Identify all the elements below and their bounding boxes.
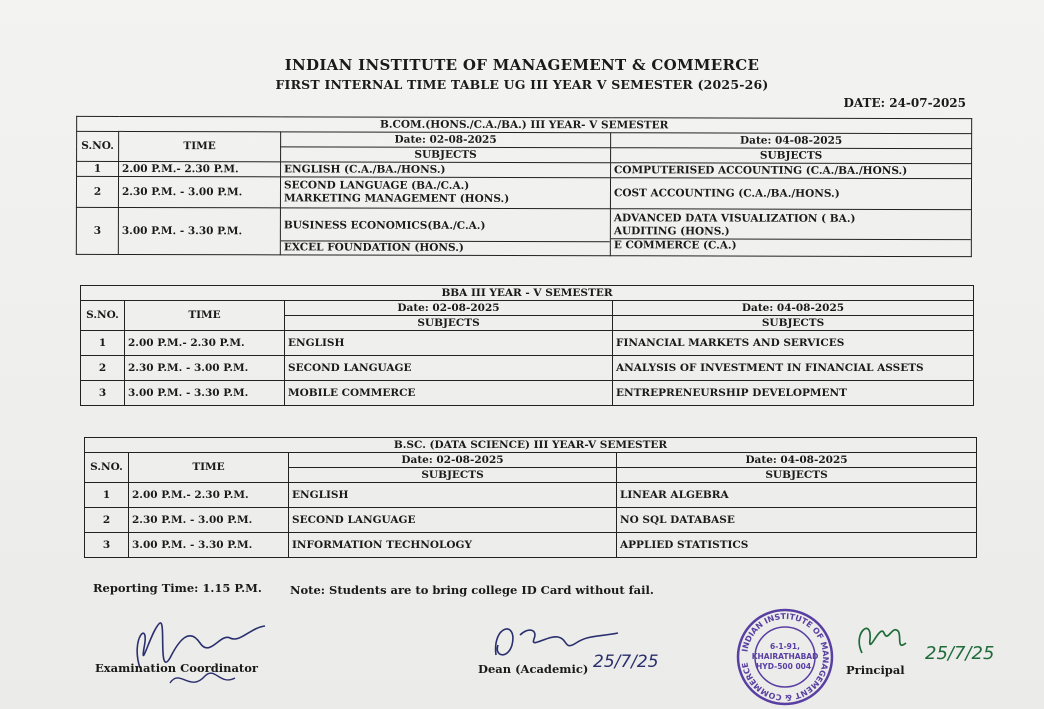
date1-header: Date: 02-08-2025 — [289, 453, 617, 468]
subjects-header: SUBJECTS — [613, 316, 974, 331]
dean-label: Dean (Academic) — [478, 662, 589, 676]
subject-cell — [280, 177, 610, 209]
subject-cell: ANALYSIS OF INVESTMENT IN FINANCIAL ASSETS — [613, 356, 974, 381]
table-title: B.SC. (DATA SCIENCE) III YEAR-V SEMESTER — [85, 438, 977, 453]
sno-cell: 1 — [85, 483, 129, 508]
stamp-line: KHAIRATHABAD — [751, 652, 819, 661]
stamp-ring-text: INDIAN INSTITUTE OF MANAGEMENT & COMMERCE — [740, 611, 831, 703]
timetable-subtitle: FIRST INTERNAL TIME TABLE UG III YEAR V SEMESTER (2025-26) — [275, 77, 769, 92]
subject-line: E COMMERCE (C.A.) — [611, 238, 971, 253]
time-cell: 2.00 P.M.- 2.30 P.M. — [119, 161, 281, 176]
sno-header: S.NO. — [85, 453, 129, 483]
stamp-line: HYD-500 004. — [756, 662, 814, 671]
time-cell: 2.00 P.M.- 2.30 P.M. — [129, 483, 289, 508]
subject-cell: NO SQL DATABASE — [617, 508, 977, 533]
time-cell: 2.30 P.M. - 3.00 P.M. — [125, 356, 285, 381]
date1-header: Date: 02-08-2025 — [281, 132, 611, 148]
date2-header: Date: 04-08-2025 — [613, 301, 974, 316]
table-row — [81, 381, 974, 406]
subject-line: ADVANCED DATA VISUALIZATION ( BA.) — [613, 212, 856, 225]
time-cell: 3.00 P.M. - 3.30 P.M. — [129, 533, 289, 558]
subject-cell: APPLIED STATISTICS — [617, 533, 977, 558]
principal-signature-date: 25/7/25 — [925, 643, 995, 664]
table-row — [76, 176, 971, 209]
subject-line: AUDITING (HONS.) — [613, 225, 730, 238]
sno-cell: 2 — [85, 508, 129, 533]
subject-line: SECOND LANGUAGE (BA./C.A.) — [283, 179, 470, 192]
time-header: TIME — [129, 453, 289, 483]
subject-cell: FINANCIAL MARKETS AND SERVICES — [613, 331, 974, 356]
subjects-header: SUBJECTS — [281, 147, 611, 163]
principal-label: Principal — [846, 663, 905, 677]
subjects-header: SUBJECTS — [617, 468, 977, 483]
sno-cell: 2 — [81, 356, 125, 381]
date2-header: Date: 04-08-2025 — [617, 453, 977, 468]
time-header: TIME — [119, 131, 281, 161]
sno-cell: 3 — [76, 207, 118, 254]
subject-line: MARKETING MANAGEMENT (HONS.) — [283, 192, 510, 205]
bsc-timetable — [84, 437, 977, 558]
sno-cell: 2 — [76, 176, 118, 207]
table-row — [85, 533, 977, 558]
dean-signature-date: 25/7/25 — [593, 652, 659, 672]
subject-cell: COMPUTERISED ACCOUNTING (C.A./BA./HONS.) — [611, 163, 972, 179]
date2-header: Date: 04-08-2025 — [611, 133, 972, 149]
sno-header: S.NO. — [81, 301, 125, 331]
subjects-header: SUBJECTS — [285, 316, 613, 331]
subject-cell: COST ACCOUNTING (C.A./BA./HONS.) — [610, 178, 971, 210]
subject-cell — [280, 208, 610, 256]
time-cell: 3.00 P.M. - 3.30 P.M. — [118, 207, 280, 254]
subject-cell: ENGLISH — [289, 483, 617, 508]
table-row — [81, 331, 974, 356]
issue-date: DATE: 24-07-2025 — [843, 96, 966, 110]
time-header: TIME — [125, 301, 285, 331]
subject-cell: INFORMATION TECHNOLOGY — [289, 533, 617, 558]
subject-line: EXCEL FOUNDATION (HONS.) — [281, 240, 610, 255]
sno-header: S.NO. — [77, 131, 119, 161]
subjects-header: SUBJECTS — [289, 468, 617, 483]
reporting-time: Reporting Time: 1.15 P.M. — [93, 581, 262, 595]
time-cell: 2.00 P.M.- 2.30 P.M. — [125, 331, 285, 356]
table-row — [85, 483, 977, 508]
institute-title: INDIAN INSTITUTE OF MANAGEMENT & COMMERCE — [284, 56, 760, 74]
table-title: B.COM.(HONS./C.A./BA.) III YEAR- V SEMESTER — [77, 116, 972, 133]
examination-coordinator-label: Examination Coordinator — [95, 661, 258, 675]
table-title: BBA III YEAR - V SEMESTER — [81, 286, 974, 301]
principal-signature — [850, 613, 910, 663]
subject-cell: MOBILE COMMERCE — [285, 381, 613, 406]
sno-cell: 1 — [77, 161, 119, 176]
table-row — [76, 207, 971, 256]
subject-cell: ENTREPRENEURSHIP DEVELOPMENT — [613, 381, 974, 406]
subject-cell: ENGLISH (C.A./BA./HONS.) — [281, 162, 611, 178]
table-row — [85, 508, 977, 533]
subject-cell: SECOND LANGUAGE — [289, 508, 617, 533]
subjects-header: SUBJECTS — [611, 148, 972, 164]
time-cell: 3.00 P.M. - 3.30 P.M. — [125, 381, 285, 406]
examination-coordinator-signature — [110, 598, 280, 698]
subject-cell: LINEAR ALGEBRA — [617, 483, 977, 508]
subject-cell: SECOND LANGUAGE — [285, 356, 613, 381]
sno-cell: 3 — [85, 533, 129, 558]
sno-cell: 3 — [81, 381, 125, 406]
subject-line: BUSINESS ECONOMICS(BA./C.A.) — [283, 219, 486, 232]
date1-header: Date: 02-08-2025 — [285, 301, 613, 316]
id-card-note: Note: Students are to bring college ID Card without fail. — [290, 583, 654, 597]
subject-cell: ENGLISH — [285, 331, 613, 356]
bba-timetable — [80, 285, 974, 406]
table-row — [81, 356, 974, 381]
bcom-timetable — [76, 116, 972, 257]
time-cell: 2.30 P.M. - 3.00 P.M. — [118, 176, 280, 207]
time-cell: 2.30 P.M. - 3.00 P.M. — [129, 508, 289, 533]
stamp-line: 6-1-91, — [770, 642, 800, 651]
subject-cell — [610, 209, 971, 257]
sno-cell: 1 — [81, 331, 125, 356]
institute-stamp — [735, 607, 835, 707]
